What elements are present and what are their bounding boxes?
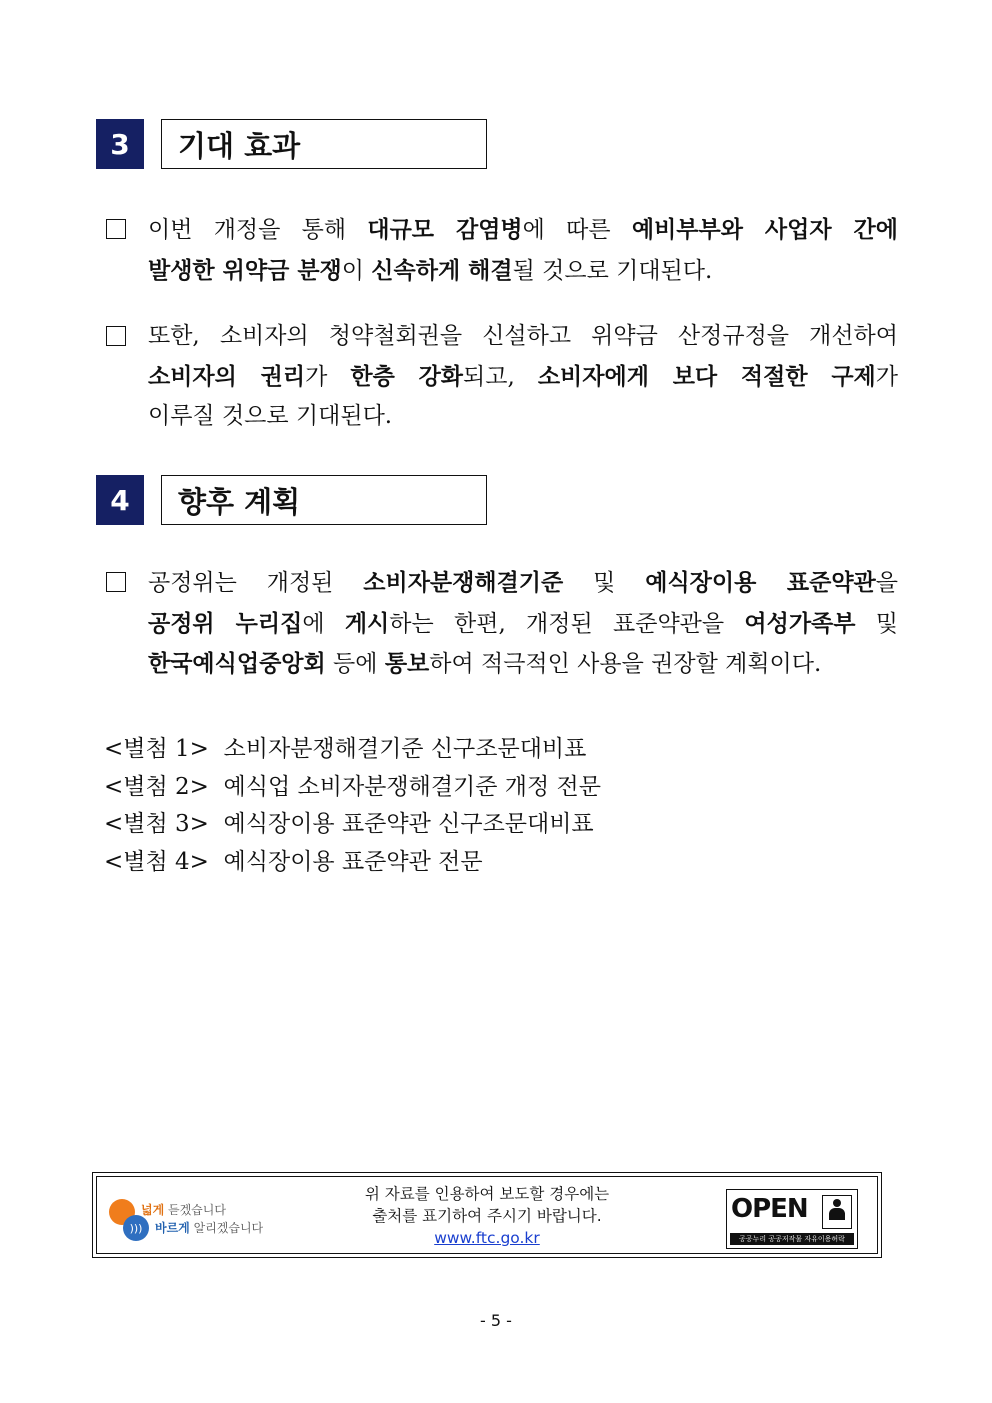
attachment-item: <별첨 4> 예식장이용 표준약관 전문 xyxy=(104,848,483,875)
section-3-title: 기대 효과 xyxy=(161,119,487,169)
checkbox-square-icon xyxy=(106,219,126,239)
citation-line-2: 출처를 표기하여 주시기 바랍니다. xyxy=(372,1207,602,1225)
ftc-website-link[interactable]: www.ftc.go.kr xyxy=(434,1229,540,1247)
section-4-number: 4 xyxy=(96,475,144,525)
paragraph-line xyxy=(148,397,898,437)
body-text: 이 xyxy=(341,257,372,284)
slogan-line-2: 바르게 알리겠습니다 xyxy=(155,1221,264,1235)
emphasis-text: 소비자분쟁해결기준 xyxy=(363,569,564,596)
body-text: 및 xyxy=(563,570,646,596)
emphasis-text: 여성가족부 xyxy=(744,609,856,637)
body-text: 하여 적극적인 사용을 권장할 계획이다. xyxy=(429,651,822,677)
open-logo-strip: 공공누리 공공저작물 자유이용허락 xyxy=(730,1233,854,1245)
emphasis-text: 소비자의 권리 xyxy=(148,362,306,390)
body-text: 가 xyxy=(875,363,898,390)
section-3-number: 3 xyxy=(96,119,144,169)
body-text: 하는 한편, 개정된 표준약관을 xyxy=(389,610,745,637)
emphasis-text: 한국예식업중앙회 xyxy=(148,650,326,677)
page-number: - 5 - xyxy=(480,1311,512,1330)
section-3-bullet-2 xyxy=(106,317,898,437)
paragraph-line xyxy=(148,604,898,645)
emphasis-text: 예식장이용 표준약관 xyxy=(645,569,876,596)
paragraph-line xyxy=(148,644,898,685)
emphasis-text: 한층 강화 xyxy=(350,362,464,390)
ftc-slogan-logo xyxy=(109,1195,279,1241)
body-text: 되고, xyxy=(463,363,538,390)
sound-wave-icon: ))) xyxy=(123,1215,149,1241)
body-text: 가 xyxy=(305,363,351,390)
checkbox-square-icon xyxy=(106,326,126,346)
attachments-list xyxy=(104,731,601,881)
kogl-open-license-logo xyxy=(726,1189,858,1249)
citation-line-1: 위 자료를 인용하여 보도할 경우에는 xyxy=(364,1185,610,1203)
body-text: 이루질 것으로 기대된다. xyxy=(148,403,393,429)
body-text: 을 xyxy=(875,570,898,596)
body-text: 등에 xyxy=(325,651,385,677)
paragraph-line xyxy=(148,317,898,357)
emphasis-text: 발생한 위약금 분쟁 xyxy=(148,256,342,284)
footer-inner-border xyxy=(96,1176,878,1254)
body-text: 이번 개정을 통해 xyxy=(148,217,368,243)
attachment-item: <별첨 3> 예식장이용 표준약관 신구조문대비표 xyxy=(104,811,594,837)
slogan-line-1: 넓게 듣겠습니다 xyxy=(141,1203,226,1217)
emphasis-text: 예비부부와 사업자 간에 xyxy=(631,216,898,243)
emphasis-text: 소비자에게 보다 적절한 구제 xyxy=(537,362,876,390)
section-3-bullet-1 xyxy=(106,210,898,291)
attachment-item: <별첨 1> 소비자분쟁해결기준 신구조문대비표 xyxy=(104,736,587,762)
body-text: 에 xyxy=(302,610,345,637)
attachment-item: <별첨 2> 예식업 소비자분쟁해결기준 개정 전문 xyxy=(104,773,601,800)
section-4-header xyxy=(96,475,487,525)
section-4-title: 향후 계획 xyxy=(161,475,487,525)
emphasis-text: 공정위 누리집 xyxy=(148,609,303,637)
section-3-header xyxy=(96,119,487,169)
checkbox-square-icon xyxy=(106,572,126,592)
open-logo-word: OPEN xyxy=(731,1194,808,1224)
body-text: 공정위는 개정된 xyxy=(148,570,364,596)
body-text: 또한, 소비자의 청약철회권을 신설하고 위약금 산정규정을 개선하여 xyxy=(148,323,898,349)
body-text: 에 따른 xyxy=(522,217,632,243)
paragraph-line xyxy=(148,357,898,398)
paragraph-line xyxy=(148,210,898,251)
paragraph-line xyxy=(148,563,898,604)
attribution-person-icon xyxy=(822,1195,852,1229)
paragraph-line xyxy=(148,251,898,292)
emphasis-text: 대규모 감염병 xyxy=(367,216,523,243)
citation-footer xyxy=(92,1172,882,1258)
body-text: 및 xyxy=(855,610,899,637)
citation-notice xyxy=(317,1183,657,1249)
section-4-bullet-1 xyxy=(106,563,898,685)
emphasis-text: 통보 xyxy=(384,650,430,677)
emphasis-text: 게시 xyxy=(344,609,390,637)
body-text: 될 것으로 기대된다. xyxy=(512,257,713,284)
emphasis-text: 신속하게 해결 xyxy=(371,256,513,284)
